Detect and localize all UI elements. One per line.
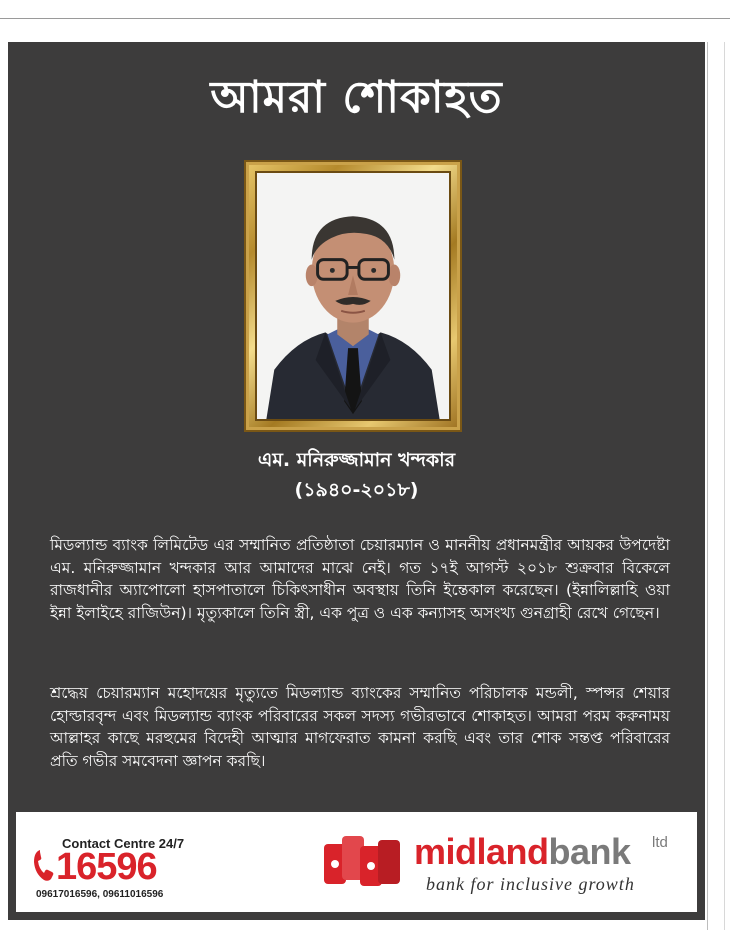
brand-wordmark	[414, 832, 631, 872]
deceased-years: (১৯৪০-২০১৮)	[294, 479, 419, 501]
brand-name-midland: midland	[414, 831, 549, 872]
contact-number: 16596	[56, 846, 157, 888]
brand-suffix: ltd	[652, 834, 668, 851]
newspaper-top-rule	[0, 18, 730, 19]
contact-alt-numbers: 09617016596, 09611016596	[36, 889, 164, 900]
announcement-paragraph: মিডল্যান্ড ব্যাংক লিমিটেড এর সম্মানিত প্রতিষ্ঠাতা চেয়ারম্যান ও মাননীয় প্রধানমন্ত্রীর আয়কর উপদেষ্টা এম. মনিরুজ্জামান খন্দকার আর আমাদের মাঝে নেই। গত ১৭ই আগস্ট ২০১৮ শুক্রবার বিকেলে রাজধানীর অ্যাপোলো হাসপাতালে চিকিৎসাধীন অবস্থায় তিনি ইন্তেকাল করেছেন। (ইন্নালিল্লাহি ওয়া ইন্না ইলাইহে রাজিউন)। মৃত্যুকালে তিনি স্ত্রী, এক পুত্র ও এক কন্যাসহ অসংখ্য গুনগ্রাহী রেখে গেছেন।	[50, 536, 670, 622]
headline: আমরা শোকাহত	[210, 72, 503, 123]
condolence-advertisement	[8, 42, 705, 920]
phone-icon	[32, 848, 58, 882]
sponsor-footer	[16, 812, 697, 912]
brand-tagline: bank for inclusive growth	[426, 874, 635, 894]
midland-logo-icon	[324, 834, 402, 890]
newspaper-column-rule	[724, 42, 725, 930]
brand-name-bank: bank	[548, 831, 631, 872]
portrait-illustration	[257, 173, 449, 419]
portrait-frame	[244, 160, 462, 432]
contact-centre-label: Contact Centre 24/7	[62, 836, 185, 851]
deceased-name: এম. মনিরুজ্জামান খন্দকার	[257, 449, 456, 471]
condolence-paragraph: শ্রদ্ধেয় চেয়ারম্যান মহোদয়ের মৃত্যুতে মিডল্যান্ড ব্যাংকের সম্মানিত পরিচালক মন্ডলী, স্পন্সর শেয়ার হোল্ডারবৃন্দ এবং মিডল্যান্ড ব্যাংক পরিবারের সকল সদস্য গভীরভাবে শোকাহত। আমরা পরম করুনাময় আল্লাহর কাছে মরহুমের বিদেহী আত্মার মাগফেরাত কামনা করছি এবং তার শোক সন্তপ্ত পরিবারের প্রতি গভীর সমবেদনা জ্ঞাপন করছি।	[50, 684, 670, 770]
portrait-photo	[255, 171, 451, 421]
newspaper-column-rule	[707, 42, 708, 930]
